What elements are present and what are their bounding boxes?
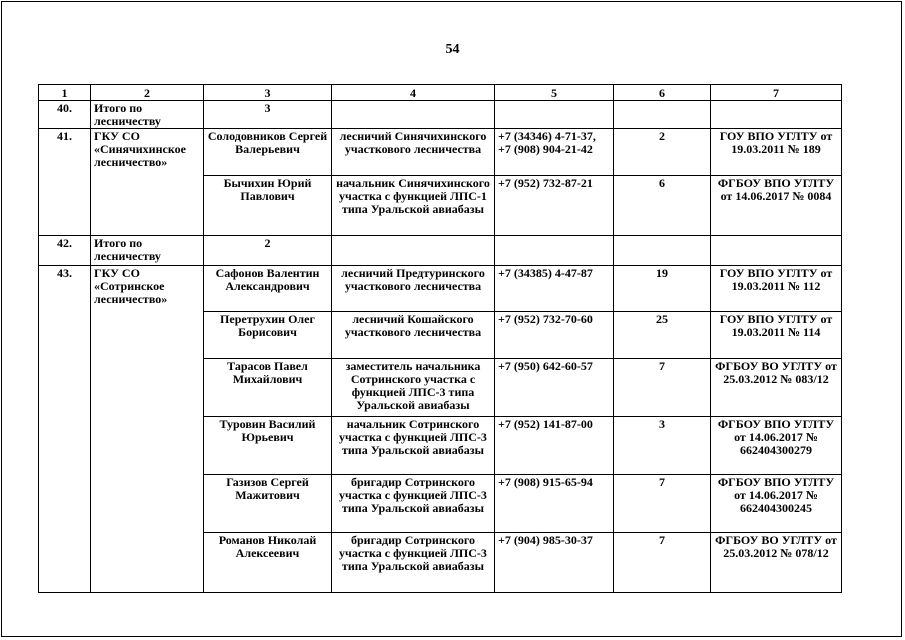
phone-cell: +7 (34346) 4-71-37, +7 (908) 904-21-42 [495, 129, 614, 176]
page-number: 54 [445, 42, 460, 57]
header-cell: 2 [91, 85, 204, 101]
phone-cell [495, 101, 614, 129]
education-cell: ФГБОУ ВПО УГЛТУ от 14.06.2017 № 0084 [711, 176, 842, 236]
count-cell: 3 [204, 101, 332, 129]
experience-cell: 7 [614, 359, 711, 417]
education-cell [711, 236, 842, 266]
row-number: 40. [39, 101, 91, 129]
experience-cell: 7 [614, 533, 711, 593]
education-cell: ГОУ ВПО УГЛТУ от 19.03.2011 № 189 [711, 129, 842, 176]
phone-cell: +7 (952) 732-70-60 [495, 312, 614, 359]
header-cell: 4 [332, 85, 495, 101]
position-cell: лесничий Синячихинского участкового лесничества [332, 129, 495, 176]
organization-cell: ГКУ СО «Сотринское лесничество» [91, 266, 204, 593]
position-cell: начальник Синячихинского участка с функцией ЛПС-1 типа Уральской авиабазы [332, 176, 495, 236]
header-cell: 1 [39, 85, 91, 101]
document-page [1, 1, 902, 637]
experience-cell: 25 [614, 312, 711, 359]
phone-cell: +7 (908) 915-65-94 [495, 475, 614, 533]
organization-cell: Итого по лесничеству [91, 101, 204, 129]
phone-cell [495, 236, 614, 266]
experience-cell: 6 [614, 176, 711, 236]
organization-cell: Итого по лесничеству [91, 236, 204, 266]
phone-cell: +7 (952) 141-87-00 [495, 417, 614, 475]
name-cell: Газизов Сергей Мажитович [204, 475, 332, 533]
table-row [39, 236, 842, 266]
education-cell: ГОУ ВПО УГЛТУ от 19.03.2011 № 114 [711, 312, 842, 359]
count-cell: 2 [204, 236, 332, 266]
staff-table [38, 84, 842, 593]
education-cell: ФГБОУ ВПО УГЛТУ от 14.06.2017 № 662404300245 [711, 475, 842, 533]
table-row [39, 101, 842, 129]
phone-cell: +7 (950) 642-60-57 [495, 359, 614, 417]
name-cell: Бычихин Юрий Павлович [204, 176, 332, 236]
education-cell [711, 101, 842, 129]
education-cell: ГОУ ВПО УГЛТУ от 19.03.2011 № 112 [711, 266, 842, 312]
table-row [39, 266, 842, 312]
education-cell: ФГБОУ ВО УГЛТУ от 25.03.2012 № 078/12 [711, 533, 842, 593]
row-number: 42. [39, 236, 91, 266]
position-cell: начальник Сотринского участка с функцией ЛПС-3 типа Уральской авиабазы [332, 417, 495, 475]
header-cell: 3 [204, 85, 332, 101]
experience-cell: 3 [614, 417, 711, 475]
position-cell: лесничий Кошайского участкового лесничества [332, 312, 495, 359]
education-cell: ФГБОУ ВПО УГЛТУ от 14.06.2017 № 662404300279 [711, 417, 842, 475]
organization-cell: ГКУ СО «Синячихинское лесничество» [91, 129, 204, 236]
position-cell: лесничий Предтуринского участкового лесничества [332, 266, 495, 312]
name-cell: Сафонов Валентин Александрович [204, 266, 332, 312]
position-cell: бригадир Сотринского участка с функцией ЛПС-3 типа Уральской авиабазы [332, 533, 495, 593]
position-cell [332, 236, 495, 266]
name-cell: Перетрухин Олег Борисович [204, 312, 332, 359]
row-number: 43. [39, 266, 91, 593]
education-cell: ФГБОУ ВО УГЛТУ от 25.03.2012 № 083/12 [711, 359, 842, 417]
experience-cell: 2 [614, 129, 711, 176]
header-cell: 6 [614, 85, 711, 101]
experience-cell [614, 236, 711, 266]
phone-cell: +7 (904) 985-30-37 [495, 533, 614, 593]
row-number: 41. [39, 129, 91, 236]
name-cell: Солодовников Сергей Валерьевич [204, 129, 332, 176]
phone-cell: +7 (952) 732-87-21 [495, 176, 614, 236]
position-cell [332, 101, 495, 129]
header-row [39, 85, 842, 101]
name-cell: Туровин Василий Юрьевич [204, 417, 332, 475]
phone-cell: +7 (34385) 4-47-87 [495, 266, 614, 312]
experience-cell: 19 [614, 266, 711, 312]
experience-cell [614, 101, 711, 129]
header-cell: 5 [495, 85, 614, 101]
position-cell: заместитель начальника Сотринского участка с функцией ЛПС-3 типа Уральской авиабазы [332, 359, 495, 417]
name-cell: Тарасов Павел Михайлович [204, 359, 332, 417]
header-cell: 7 [711, 85, 842, 101]
experience-cell: 7 [614, 475, 711, 533]
table-row [39, 129, 842, 176]
name-cell: Романов Николай Алексеевич [204, 533, 332, 593]
position-cell: бригадир Сотринского участка с функцией ЛПС-3 типа Уральской авиабазы [332, 475, 495, 533]
